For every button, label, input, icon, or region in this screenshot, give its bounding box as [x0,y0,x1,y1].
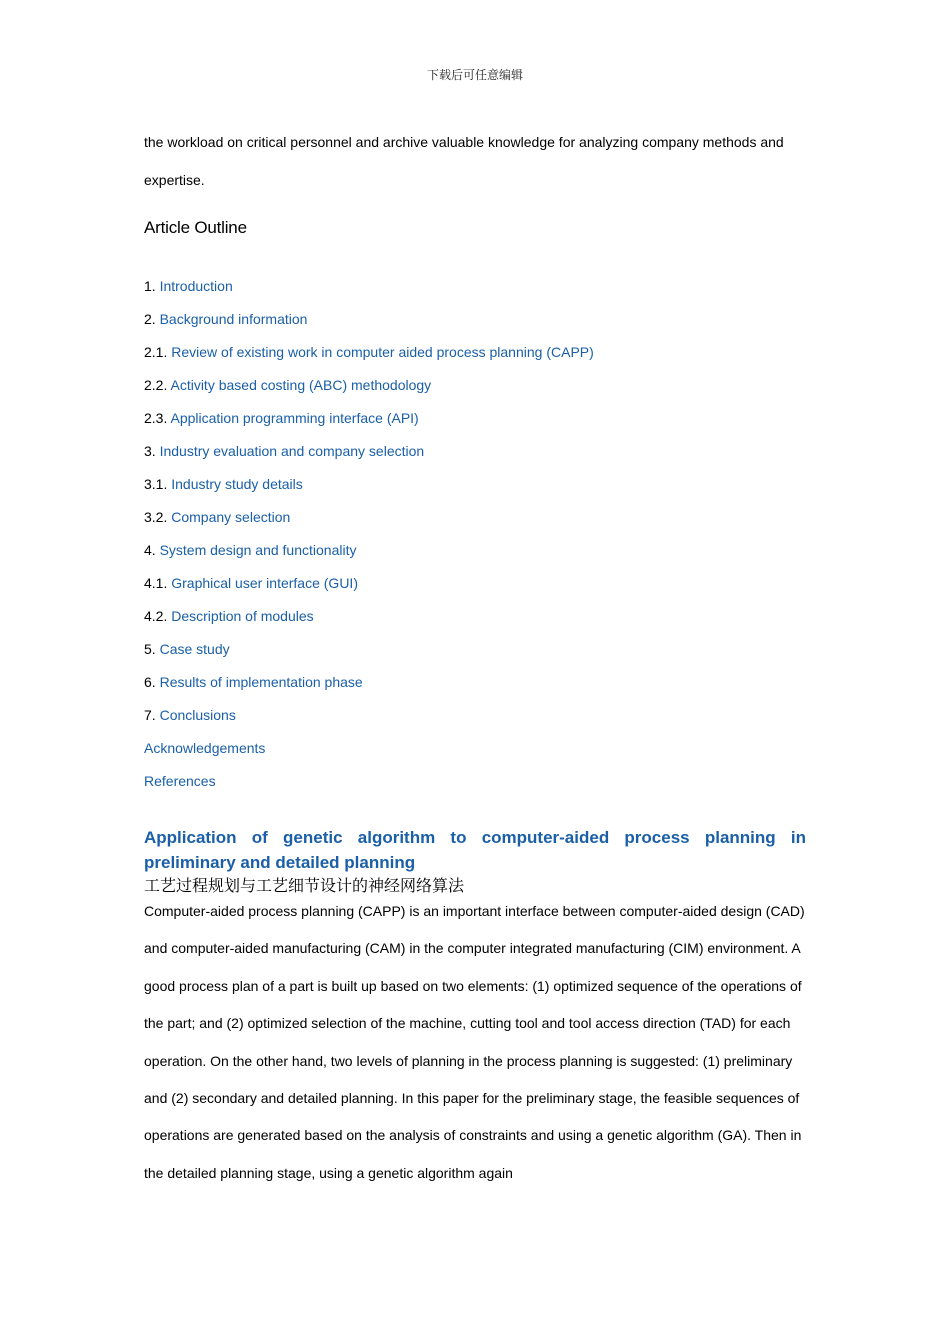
outline-link-review-capp[interactable]: Review of existing work in computer aided process planning (CAPP) [171,344,594,360]
outline-item-number: 3. [144,443,156,459]
outline-item-number: 2.3. [144,410,168,426]
outline-item [144,505,594,538]
outline-link-acknowledgements[interactable]: Acknowledgements [144,740,266,756]
outline-item [144,307,594,340]
outline-item-number: 4.1. [144,575,168,591]
outline-item [144,538,594,571]
article-title[interactable]: Application of genetic algorithm to computer-aided process planning in preliminary and detailed planning [144,828,806,872]
outline-item [144,571,594,604]
outline-link-industry-evaluation[interactable]: Industry evaluation and company selection [159,443,425,459]
outline-link-background-information[interactable]: Background information [159,311,308,327]
outline-link-results[interactable]: Results of implementation phase [159,674,363,690]
outline-link-introduction[interactable]: Introduction [159,278,233,294]
outline-link-case-study[interactable]: Case study [159,641,230,657]
outline-item [144,670,594,703]
outline-item [144,769,594,802]
outline-item [144,637,594,670]
outline-item-number: 2.1. [144,344,168,360]
outline-item [144,340,594,373]
outline-item [144,703,594,736]
outline-item [144,406,594,439]
outline-link-api[interactable]: Application programming interface (API) [170,410,419,426]
article-abstract: Computer-aided process planning (CAPP) is an important interface between computer-aided design (CAD) and computer-aided manufacturing (CAM) in the computer integrated manufacturing (CIM) environment. A good process plan of a part is built up based on two elements: (1) optimized sequence of the operations of the part; and (2) optimized selection of the machine, cutting tool and tool access direction (TAD) for each operation. On the other hand, two levels of planning in the process planning is suggested: (1) preliminary and (2) secondary and detailed planning. In this paper for the preliminary stage, the feasible sequences of operations are generated based on the analysis of constraints and using a genetic algorithm (GA). Then in the detailed planning stage, using a genetic algorithm again [144,903,805,1181]
outline-link-gui[interactable]: Graphical user interface (GUI) [171,575,358,591]
outline-item-number: 6. [144,674,156,690]
chinese-title: 工艺过程规划与工艺细节设计的神经网络算法 [144,876,465,895]
outline-item [144,604,594,637]
page-header: 下载后可任意编辑 [426,68,523,82]
outline-link-description-of-modules[interactable]: Description of modules [171,608,314,624]
article-outline-heading: Article Outline [144,218,247,237]
outline-link-references[interactable]: References [144,773,216,789]
outline-link-system-design[interactable]: System design and functionality [159,542,357,558]
outline-item-number: 3.1. [144,476,168,492]
outline-item-number: 7. [144,707,156,723]
outline-item [144,373,594,406]
outline-item [144,736,594,769]
outline-item-number: 5. [144,641,156,657]
outline-link-industry-study-details[interactable]: Industry study details [171,476,303,492]
outline-item-number: 3.2. [144,509,168,525]
outline-item [144,274,594,307]
outline-link-abc-methodology[interactable]: Activity based costing (ABC) methodology [170,377,432,393]
intro-paragraph: the workload on critical personnel and archive valuable knowledge for analyzing company methods and expertise. [144,134,784,188]
outline-item-number: 4.2. [144,608,168,624]
outline-item [144,439,594,472]
outline-item-number: 1. [144,278,156,294]
outline-item-number: 2. [144,311,156,327]
outline-item-number: 2.2. [144,377,168,393]
outline-link-conclusions[interactable]: Conclusions [159,707,236,723]
outline-link-company-selection[interactable]: Company selection [171,509,291,525]
outline-item-number: 4. [144,542,156,558]
outline-item [144,472,594,505]
article-outline-list [144,274,594,802]
